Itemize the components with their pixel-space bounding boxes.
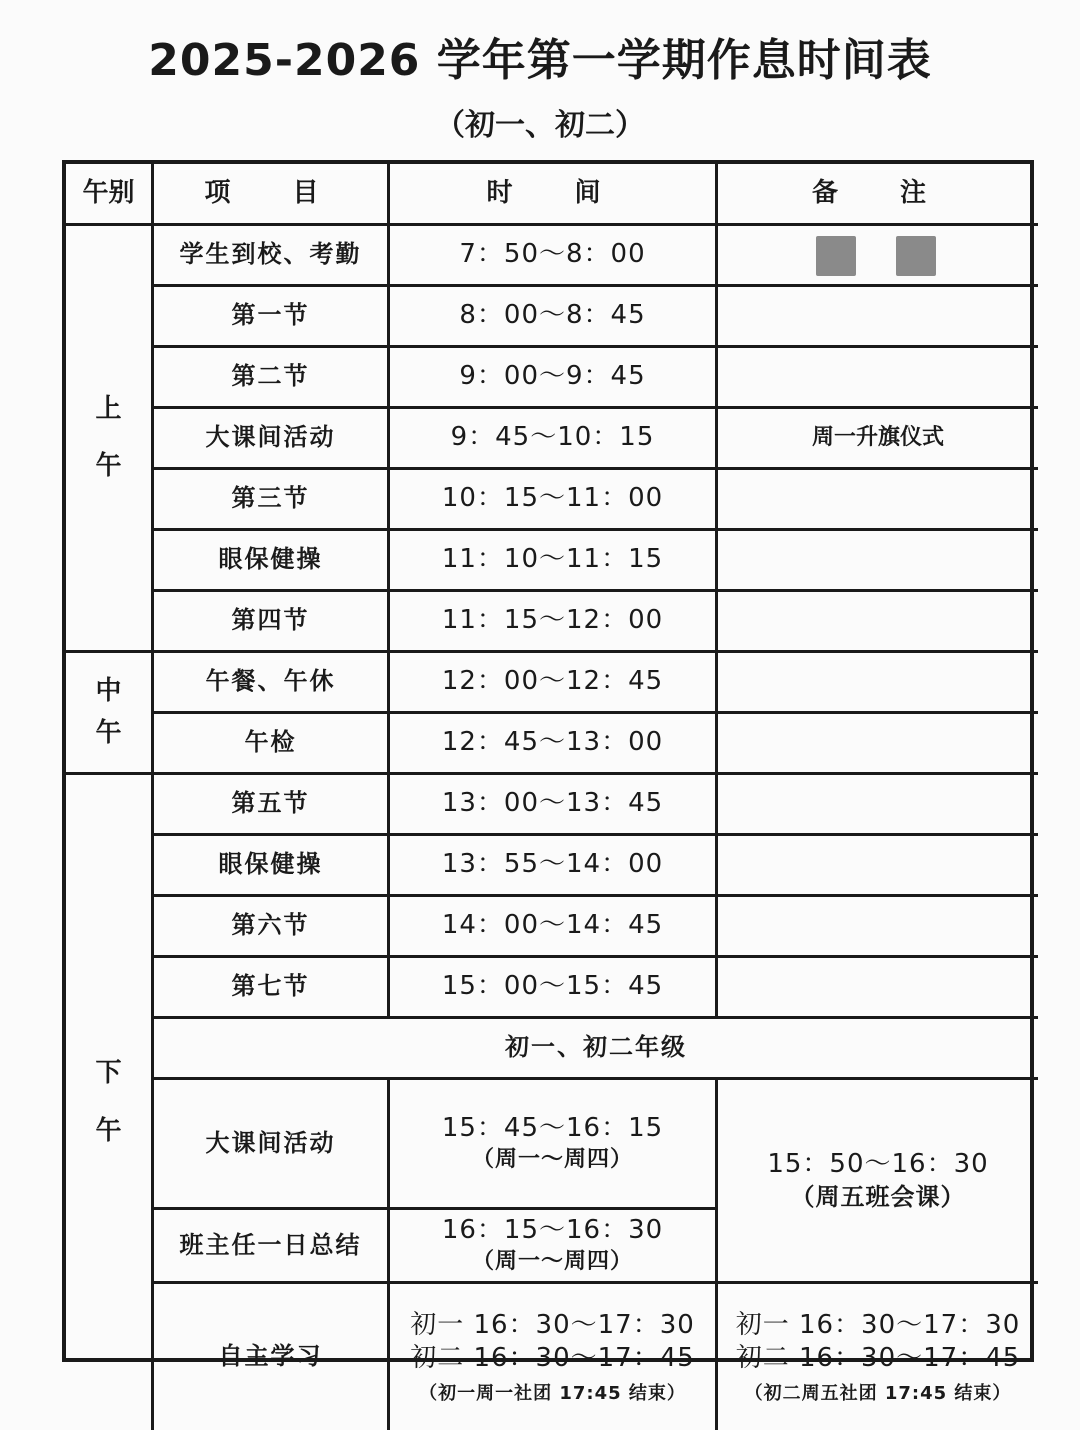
row-time: 9：45～10：15 <box>390 409 718 470</box>
row-time: 13：55～14：00 <box>390 836 718 897</box>
row-item: 第四节 <box>154 592 390 653</box>
row-time: 14：00～14：45 <box>390 897 718 958</box>
summary-note: （周一～周四） <box>471 1249 633 1275</box>
row-item: 午检 <box>154 714 390 775</box>
period-noon <box>66 653 154 775</box>
header-item: 项 目 <box>154 164 390 226</box>
self-study-remark-line-2: 初二 16：30～17：45 <box>735 1343 1021 1374</box>
row-time: 15：00～15：45 <box>390 958 718 1019</box>
row-remark <box>718 714 1038 775</box>
row-remark <box>718 653 1038 714</box>
row-remark <box>718 531 1038 592</box>
row-remark: 周一升旗仪式 <box>718 409 1038 470</box>
row-item: 学生到校、考勤 <box>154 226 390 287</box>
row-remark-redacted <box>718 226 1038 287</box>
page-title: 2025-2026 学年第一学期作息时间表 <box>148 35 932 86</box>
schedule-table <box>62 160 1034 1405</box>
self-study-time-note: （初一周一社团 17:45 结束） <box>419 1383 686 1405</box>
period-morning-char-1: 上 <box>95 393 122 424</box>
row-item: 第五节 <box>154 775 390 836</box>
row-remark <box>718 836 1038 897</box>
friday-remark <box>718 1080 1038 1284</box>
header-remark: 备 注 <box>718 164 1038 226</box>
row-time: 10：15～11：00 <box>390 470 718 531</box>
row-item: 第六节 <box>154 897 390 958</box>
summary-time: 16：15～16：30 <box>441 1215 664 1246</box>
row-item: 眼保健操 <box>154 531 390 592</box>
row-time-activity <box>390 1080 718 1210</box>
period-noon-char-2: 午 <box>95 717 122 748</box>
row-time: 8：00～8：45 <box>390 287 718 348</box>
row-time-summary <box>390 1210 718 1284</box>
row-item: 第七节 <box>154 958 390 1019</box>
row-item-activity: 大课间活动 <box>154 1080 390 1210</box>
row-time: 11：15～12：00 <box>390 592 718 653</box>
header-period: 午别 <box>66 164 154 226</box>
row-remark <box>718 592 1038 653</box>
row-remark <box>718 897 1038 958</box>
row-time: 7：50～8：00 <box>390 226 718 287</box>
activity-time: 15：45～16：15 <box>441 1113 664 1144</box>
row-item-self-study: 自主学习 <box>154 1284 390 1430</box>
row-item: 眼保健操 <box>154 836 390 897</box>
row-item: 大课间活动 <box>154 409 390 470</box>
row-remark <box>718 958 1038 1019</box>
header-time: 时 间 <box>390 164 718 226</box>
friday-remark-note: （周五班会课） <box>790 1182 966 1211</box>
self-study-time-line-2: 初二 16：30～17：45 <box>410 1343 695 1374</box>
row-remark <box>718 470 1038 531</box>
row-time: 11：10～11：15 <box>390 531 718 592</box>
row-time: 12：45～13：00 <box>390 714 718 775</box>
row-remark <box>718 348 1038 409</box>
self-study-remark-line-1: 初一 16：30～17：30 <box>735 1309 1021 1340</box>
row-time-self-study <box>390 1284 718 1430</box>
row-item: 午餐、午休 <box>154 653 390 714</box>
row-remark-self-study <box>718 1284 1038 1430</box>
row-time: 13：00～13：45 <box>390 775 718 836</box>
self-study-time-line-1: 初一 16：30～17：30 <box>410 1309 695 1340</box>
period-afternoon <box>66 775 154 1430</box>
row-remark <box>718 287 1038 348</box>
redaction-block <box>896 236 936 276</box>
friday-remark-time: 15：50～16：30 <box>767 1149 989 1179</box>
page-subtitle: （初一、初二） <box>435 108 645 143</box>
period-noon-char-1: 中 <box>95 675 122 706</box>
row-time: 9：00～9：45 <box>390 348 718 409</box>
period-morning <box>66 226 154 653</box>
row-item: 第二节 <box>154 348 390 409</box>
grade-banner: 初一、初二年级 <box>154 1019 1038 1080</box>
row-item-summary: 班主任一日总结 <box>154 1210 390 1284</box>
activity-note: （周一～周四） <box>471 1147 633 1173</box>
self-study-remark-note: （初二周五社团 17:45 结束） <box>744 1383 1012 1405</box>
row-item: 第一节 <box>154 287 390 348</box>
redaction-block <box>816 236 856 276</box>
period-afternoon-char-1: 下 <box>95 1058 122 1089</box>
row-item: 第三节 <box>154 470 390 531</box>
period-afternoon-char-2: 午 <box>95 1115 122 1146</box>
period-morning-char-2: 午 <box>95 451 122 481</box>
row-time: 12：00～12：45 <box>390 653 718 714</box>
row-remark <box>718 775 1038 836</box>
